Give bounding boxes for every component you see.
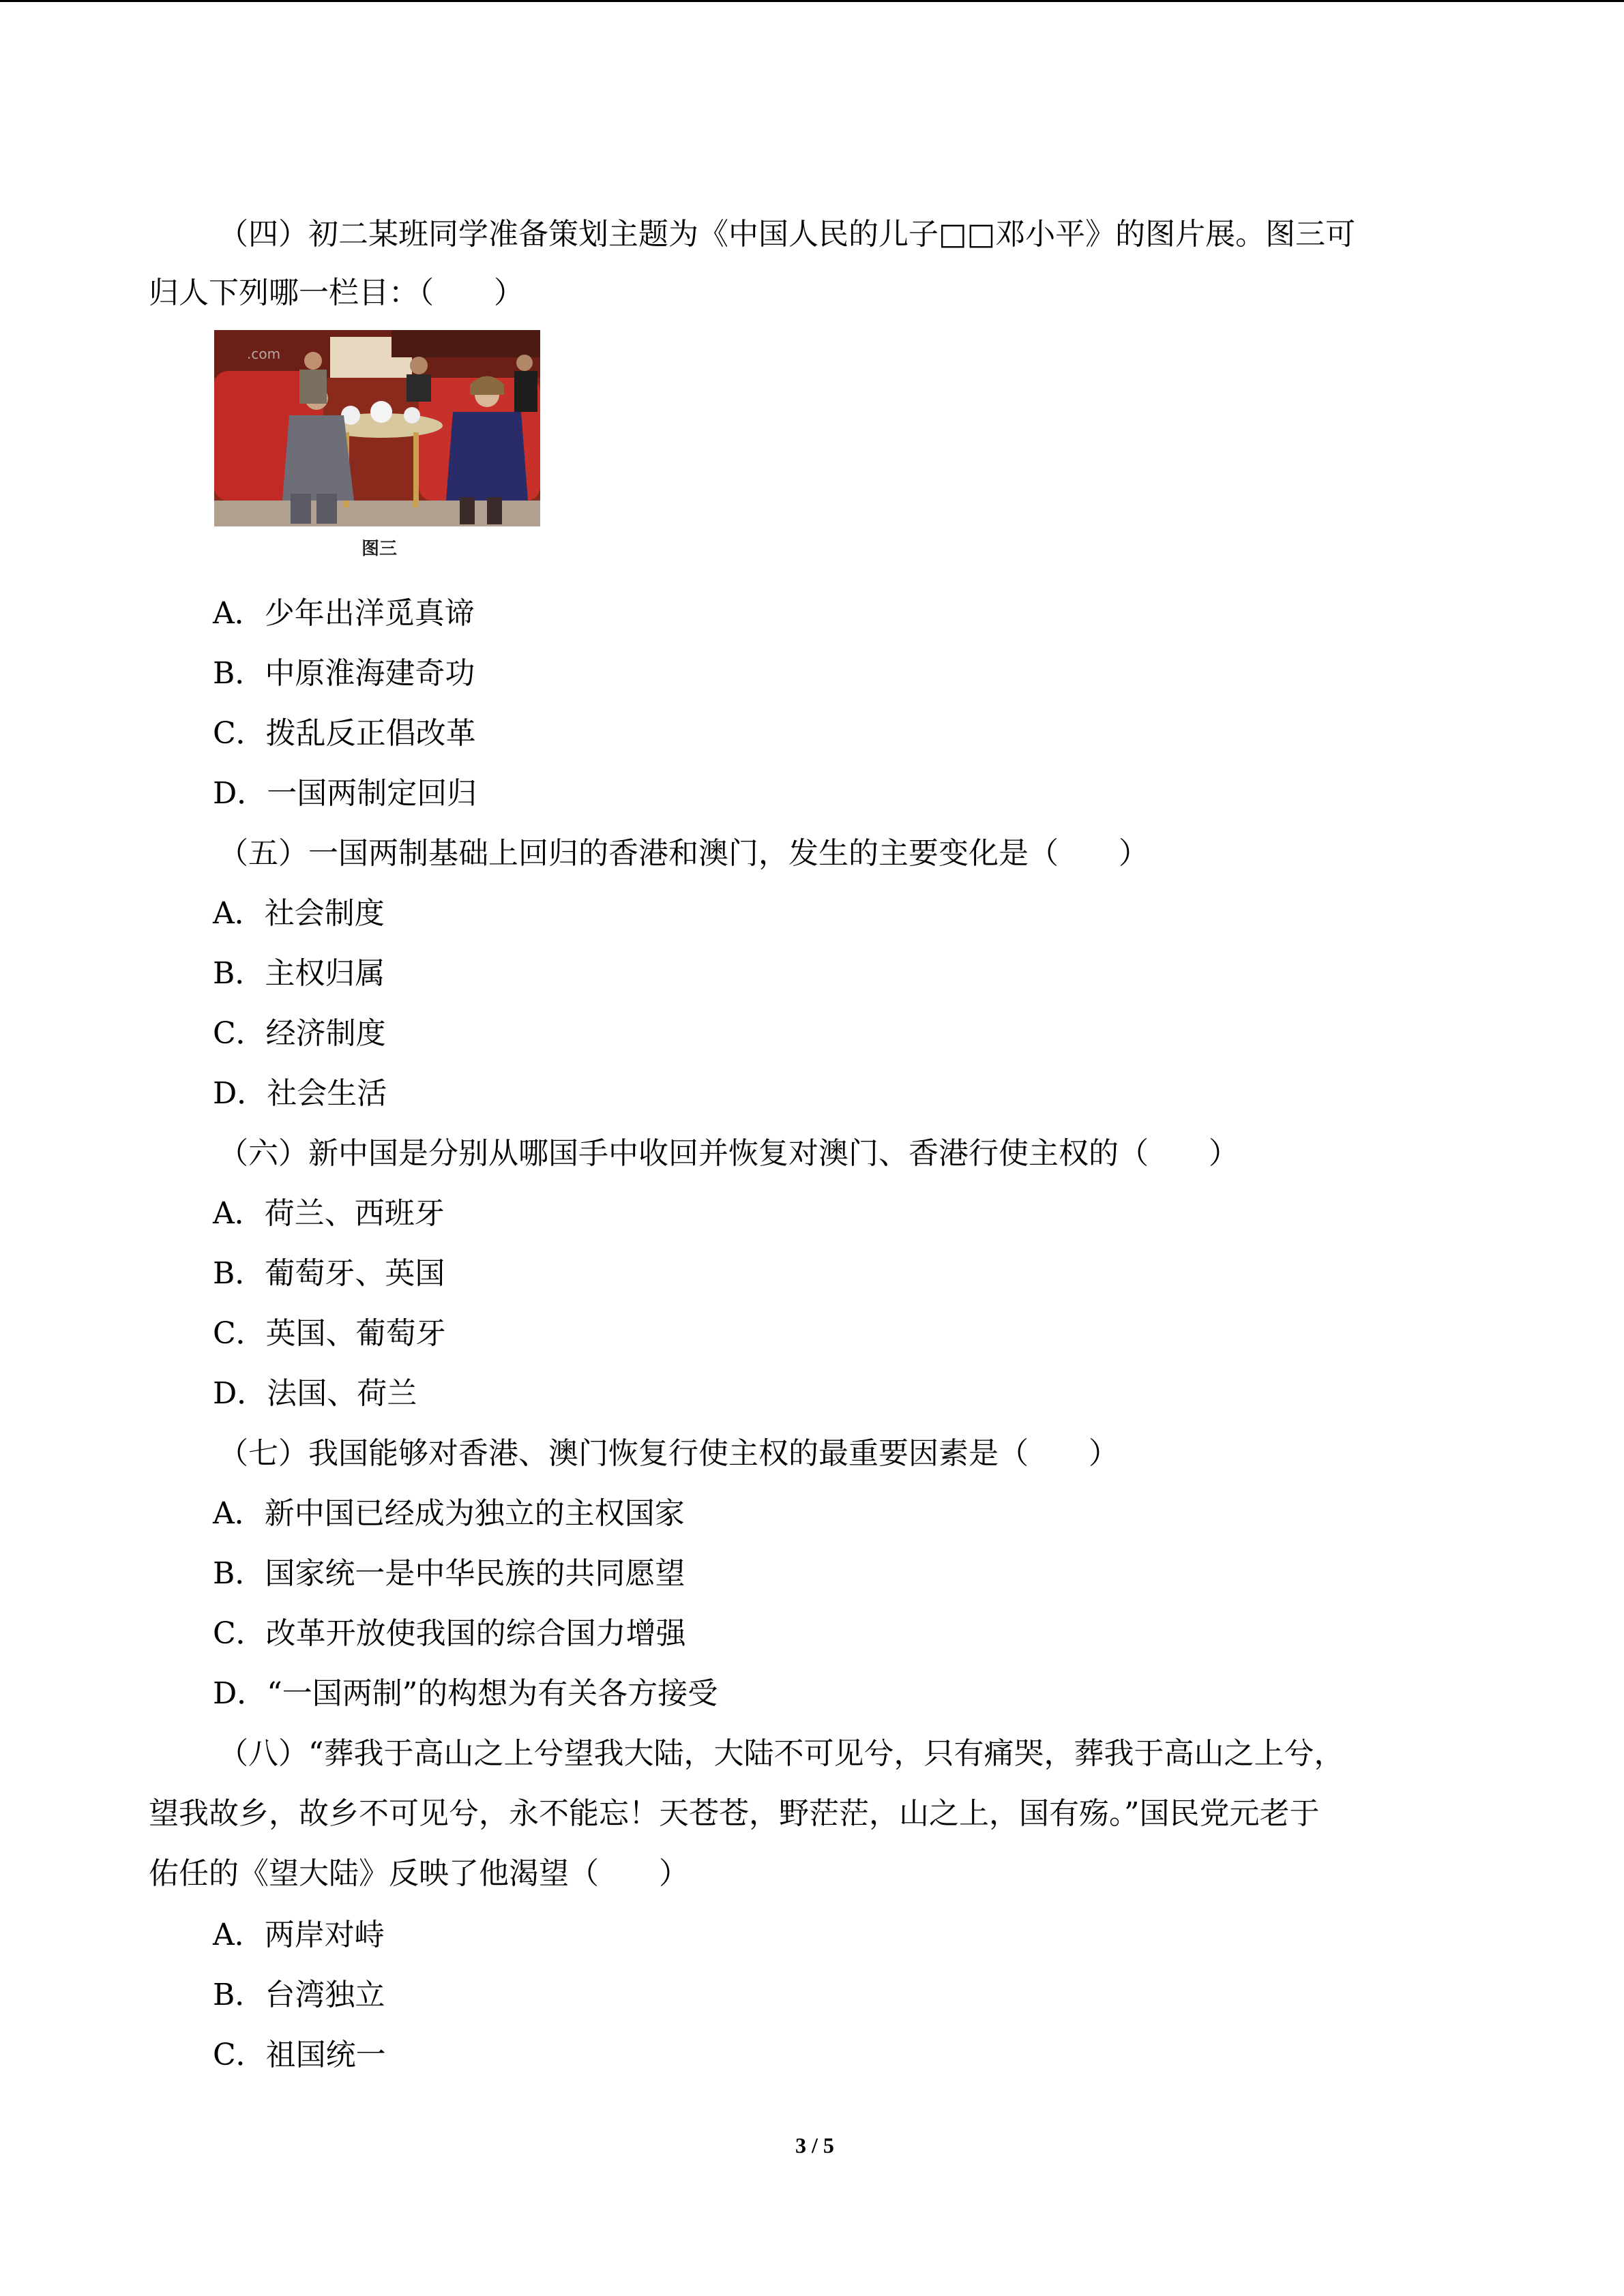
question-8-line-1: （八）“葬我于高山之上兮望我大陆，大陆不可见兮，只有痛哭，葬我于高山之上兮， [218, 1736, 1344, 1771]
q4-option-a: A．少年出洋觅真谛 [213, 596, 475, 631]
top-border [0, 0, 1624, 2]
q6-option-c: C．英国、葡萄牙 [213, 1316, 446, 1351]
question-7-stem: （七）我国能够对香港、澳门恢复行使主权的最重要因素是（ ） [218, 1436, 1119, 1471]
figure-3-caption: 图三 [361, 539, 398, 559]
question-8-line-3: 佑任的《望大陆》反映了他渴望（ ） [149, 1856, 689, 1891]
question-4-line-2: 归人下列哪一栏目：（ ） [149, 275, 524, 310]
q5-option-b: B．主权归属 [213, 956, 385, 991]
figure-3-photo [214, 330, 540, 526]
q4-option-d: D．一国两制定回归 [213, 776, 477, 811]
q5-option-a: A．社会制度 [213, 896, 385, 931]
question-8-line-2: 望我故乡，故乡不可见兮，永不能忘！天苍苍，野茫茫，山之上，国有殇。”国民党元老于 [149, 1796, 1320, 1831]
q4-option-b: B．中原淮海建奇功 [213, 656, 475, 691]
q6-option-d: D．法国、荷兰 [213, 1376, 417, 1411]
q4-option-c: C．拨乱反正倡改革 [213, 716, 476, 751]
page-number: 3 / 5 [795, 2133, 834, 2158]
question-6-stem: （六）新中国是分别从哪国手中收回并恢复对澳门、香港行使主权的（ ） [218, 1136, 1239, 1171]
q6-option-b: B．葡萄牙、英国 [213, 1256, 445, 1291]
q7-option-d: D．“一国两制”的构想为有关各方接受 [213, 1676, 718, 1711]
question-4-line-1: （四）初二某班同学准备策划主题为《中国人民的儿子□□邓小平》的图片展。图三可 [218, 217, 1356, 252]
q8-option-b: B．台湾独立 [213, 1978, 385, 2012]
q5-option-d: D．社会生活 [213, 1076, 387, 1111]
q6-option-a: A．荷兰、西班牙 [213, 1196, 445, 1231]
question-5-stem: （五）一国两制基础上回归的香港和澳门，发生的主要变化是（ ） [218, 836, 1149, 871]
q5-option-c: C．经济制度 [213, 1016, 386, 1051]
q8-option-c: C．祖国统一 [213, 2038, 386, 2072]
q7-option-c: C．改革开放使我国的综合国力增强 [213, 1616, 686, 1651]
figure-watermark: .com [247, 346, 281, 362]
q8-option-a: A．两岸对峙 [213, 1918, 385, 1952]
q7-option-b: B．国家统一是中华民族的共同愿望 [213, 1556, 685, 1591]
q7-option-a: A．新中国已经成为独立的主权国家 [213, 1496, 685, 1531]
